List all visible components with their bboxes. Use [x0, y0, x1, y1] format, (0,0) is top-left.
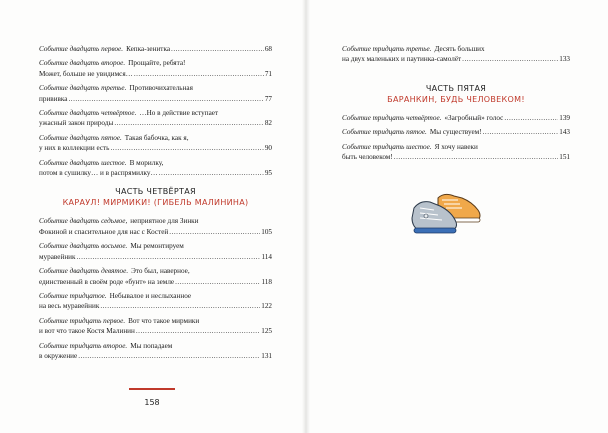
toc-entry: [39, 291, 272, 312]
dot-leader: [110, 143, 263, 153]
entry-title: в окружение: [39, 351, 78, 360]
toc-entry-line: [39, 133, 272, 143]
dot-leader: [394, 152, 558, 162]
right-page-toc: [342, 44, 570, 166]
page-ref: 77: [264, 94, 272, 103]
page-ref: 139: [559, 113, 570, 122]
event-label: Событие двадцать четвёртое.: [39, 109, 137, 118]
entry-title: на весь муравейник: [39, 302, 100, 311]
toc-entry-line: [39, 301, 272, 311]
event-label: Событие тридцатое.: [39, 291, 107, 300]
toc-list: [342, 44, 570, 65]
event-label: Событие двадцать восьмое.: [39, 242, 128, 251]
left-page-toc: [39, 44, 272, 365]
toc-entry-line: [39, 351, 272, 361]
toc-entry-line: [39, 252, 272, 262]
event-label: Событие двадцать девятое.: [39, 267, 129, 276]
entry-title: муравейник: [39, 252, 76, 261]
toc-entry: [39, 266, 272, 287]
event-label: Событие двадцать шестое.: [39, 158, 127, 167]
toc-entry: [39, 44, 272, 54]
entry-title: и вот что такое Костя Малинин: [39, 327, 135, 336]
page-ref: 125: [261, 327, 272, 336]
page-number-block: [127, 388, 177, 410]
event-label: Событие тридцать четвёртое.: [342, 113, 442, 122]
dot-leader: [169, 227, 260, 237]
toc-entry: [39, 58, 272, 79]
toc-entry-line: [39, 277, 272, 287]
toc-entry: [342, 127, 570, 137]
entry-title: ужасный закон природы: [39, 119, 114, 128]
entry-title: «Загробный» голос: [444, 113, 504, 122]
page-ref: 71: [264, 69, 272, 78]
dot-leader: [504, 113, 558, 123]
event-label: Событие тридцать шестое.: [342, 142, 432, 151]
toc-entry-line: [39, 241, 272, 251]
page-ref: 82: [264, 119, 272, 128]
toc-entry: [342, 113, 570, 123]
toc-entry: [39, 133, 272, 154]
page-ref: 114: [261, 252, 272, 261]
entry-title: Может, больше не увидимся…: [39, 69, 133, 78]
entry-title: Мы существуем!: [429, 128, 482, 137]
toc-entry-line: [342, 152, 570, 162]
toc-entry-line: [39, 227, 272, 237]
page-number: 158: [144, 398, 160, 407]
toc-entry-line: [342, 113, 570, 123]
toc-entry: [342, 44, 570, 65]
toc-entry-line: [39, 216, 272, 226]
event-label: Событие двадцать пятое.: [39, 133, 122, 142]
page-ref: 90: [264, 144, 272, 153]
dot-leader: [136, 326, 260, 336]
entry-title: Это был, наверное,: [131, 267, 190, 276]
toc-entry-line: [39, 316, 272, 326]
toc-entry-line: [342, 44, 570, 54]
toc-entry: [39, 241, 272, 262]
entry-title: …Но в действие вступает: [139, 109, 219, 118]
toc-entry-line: [39, 118, 272, 128]
part-heading: [39, 186, 272, 208]
toc-list: [342, 113, 570, 163]
book-spine: [302, 0, 310, 433]
page-ref: 143: [559, 128, 570, 137]
dot-leader: [114, 118, 264, 128]
page-ref: 68: [264, 45, 272, 53]
entry-title: Мы ремонтируем: [130, 242, 184, 251]
page-ref: 122: [261, 302, 272, 311]
entry-title: потом в сушилку… и в распрямилку…: [39, 169, 158, 178]
toc-entry: [39, 158, 272, 179]
page-ref: 151: [559, 153, 570, 162]
toc-entry-line: [342, 142, 570, 152]
toc-entry-line: [39, 158, 272, 168]
page-number-rule: [129, 388, 175, 390]
dot-leader: [69, 94, 264, 104]
event-label: Событие двадцать первое.: [39, 45, 124, 53]
dot-leader: [462, 54, 558, 64]
part-title: ЧАСТЬ ПЯТАЯ: [425, 83, 487, 93]
entry-title: Такая бабочка, как я,: [124, 133, 189, 142]
page-ref: 105: [261, 227, 272, 236]
event-label: Событие тридцать первое.: [39, 316, 126, 325]
toc-entry: [39, 108, 272, 129]
entry-title: у них в коллекции есть: [39, 144, 110, 153]
toc-entry-line: [39, 341, 272, 351]
toc-list: [39, 44, 272, 178]
sneakers-illustration: [408, 188, 486, 238]
entry-title: единственный в своём роде «бунт» на земле: [39, 277, 175, 286]
toc-entry: [39, 216, 272, 237]
entry-title: Небывалое и неслыханное: [109, 291, 192, 300]
dot-leader: [100, 301, 260, 311]
event-label: Событие двадцать третье.: [39, 84, 127, 93]
event-label: Событие тридцать третье.: [342, 45, 432, 53]
page-ref: 95: [264, 169, 272, 178]
event-label: Событие двадцать второе.: [39, 59, 126, 68]
toc-entry-line: [39, 326, 272, 336]
toc-entry-line: [39, 108, 272, 118]
toc-entry-line: [39, 291, 272, 301]
dot-leader: [134, 69, 264, 79]
entry-title: на двух маленьких и паутинка-самолёт: [342, 55, 462, 64]
toc-entry: [39, 316, 272, 337]
entry-title: прививка: [39, 94, 68, 103]
part-heading: [342, 83, 570, 105]
entry-title: Фокиной и спасительное для нас с Костей: [39, 227, 169, 236]
dot-leader: [483, 127, 559, 137]
entry-title: неприятное для Зинки: [130, 217, 199, 226]
entry-title: В морилку,: [129, 158, 164, 167]
toc-entry-line: [39, 69, 272, 79]
toc-entry-line: [39, 58, 272, 68]
entry-title: Кепка-зенитка: [126, 45, 171, 53]
page-ref: 133: [559, 55, 570, 64]
toc-entry-line: [39, 143, 272, 153]
dot-leader: [175, 277, 260, 287]
toc-entry-line: [39, 168, 272, 178]
toc-entry-line: [39, 83, 272, 93]
toc-entry: [342, 142, 570, 163]
entry-title: Я хочу навеки: [434, 142, 478, 151]
entry-title: Прощайте, ребята!: [128, 59, 186, 68]
toc-list: [39, 216, 272, 361]
part-subtitle: БАРАНКИН, БУДЬ ЧЕЛОВЕКОМ!: [387, 94, 525, 104]
dot-leader: [159, 168, 264, 178]
event-label: Событие двадцать седьмое,: [39, 217, 128, 226]
page-ref: 131: [261, 351, 272, 360]
entry-title: Вот что такое мирмики: [128, 316, 200, 325]
entry-title: Мы попадаем: [130, 341, 173, 350]
entry-title: быть человеком!: [342, 153, 393, 162]
toc-entry-line: [342, 54, 570, 64]
part-title: ЧАСТЬ ЧЕТВЁРТАЯ: [115, 187, 196, 197]
part-subtitle: КАРАУЛ! МИРМИКИ! (ГИБЕЛЬ МАЛИНИНА): [62, 198, 249, 208]
toc-entry-line: [39, 266, 272, 276]
entry-title: Противочихательная: [129, 84, 193, 93]
entry-title: Десять больших: [434, 45, 485, 53]
dot-leader: [77, 252, 261, 262]
toc-entry-line: [342, 127, 570, 137]
page-ref: 118: [261, 277, 272, 286]
toc-entry: [39, 341, 272, 362]
dot-leader: [78, 351, 260, 361]
event-label: Событие тридцать пятое.: [342, 128, 427, 137]
dot-leader: [171, 44, 264, 54]
toc-entry-line: [39, 94, 272, 104]
toc-entry: [39, 83, 272, 104]
toc-entry-line: [39, 44, 272, 54]
event-label: Событие тридцать второе.: [39, 341, 128, 350]
